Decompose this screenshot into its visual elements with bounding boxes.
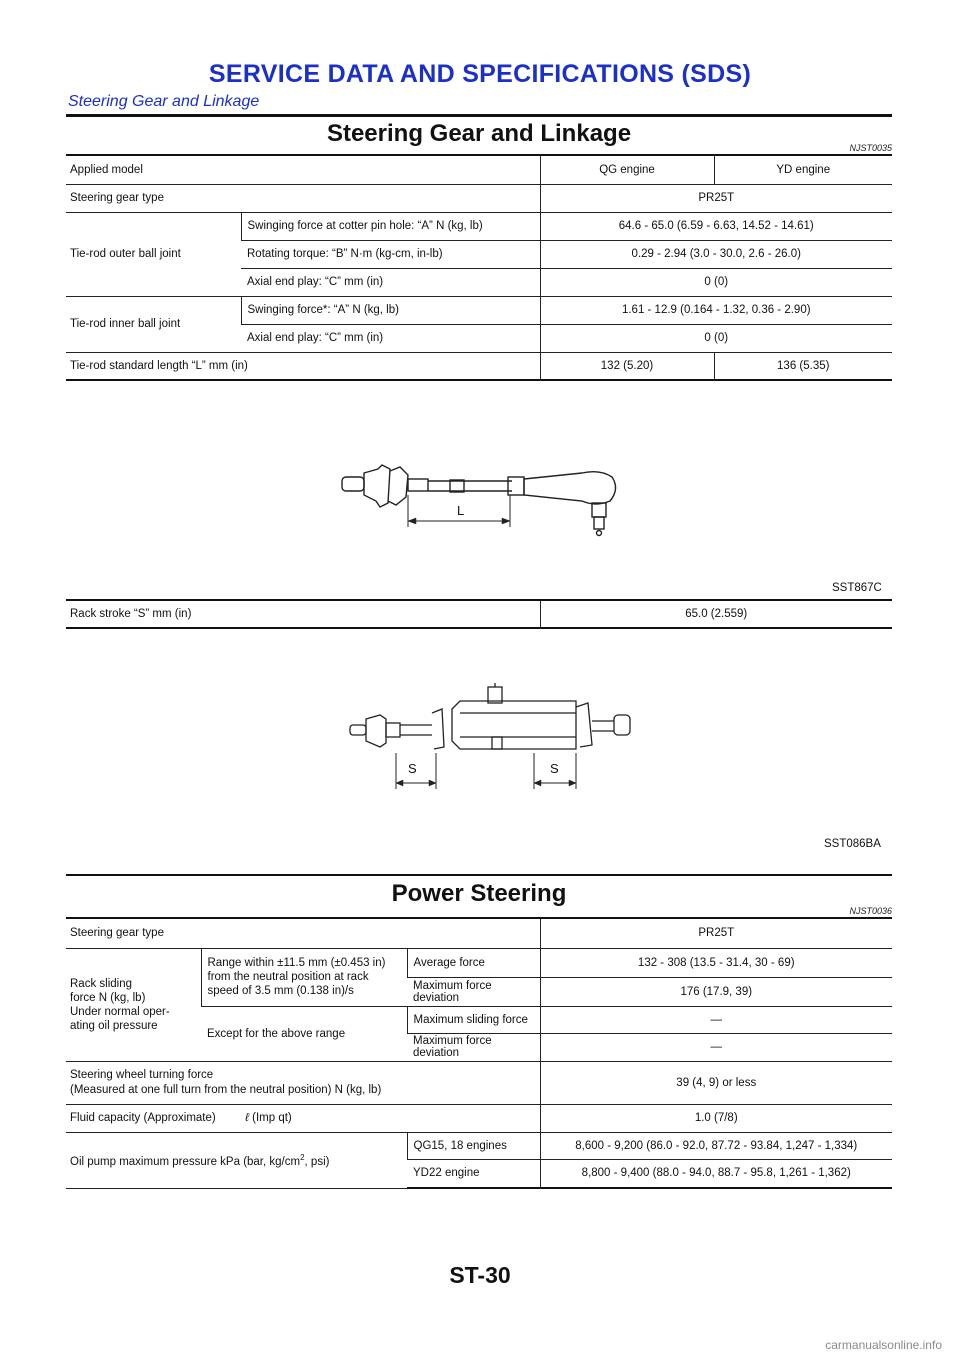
- table-row: [66, 156, 892, 184]
- table-row: [66, 601, 892, 628]
- dimension-label-s-left: S: [408, 761, 417, 776]
- inner-axial-value: 0 (0): [540, 324, 892, 352]
- page-header-title: SERVICE DATA AND SPECIFICATIONS (SDS): [208, 60, 752, 88]
- outer-ball-joint-label: Tie-rod outer ball joint: [66, 212, 241, 296]
- header-rule: [66, 114, 892, 117]
- power-steering-table: [66, 919, 892, 1189]
- outer-swinging-label: Swinging force at cotter pin hole: “A” N (kg, lb): [241, 212, 540, 240]
- gear-type-value: PR25T: [540, 184, 892, 212]
- table-row: [66, 184, 892, 212]
- outer-swinging-value: 64.6 - 65.0 (6.59 - 6.63, 14.52 - 14.61): [540, 212, 892, 240]
- label-line: from the neutral position at rack: [207, 971, 369, 983]
- table-row: [66, 296, 892, 324]
- steering-gear-linkage-table: [66, 156, 892, 381]
- except-range-label: Except for the above range: [201, 1006, 407, 1061]
- max-sliding-force-label: Maximum sliding force: [407, 1006, 540, 1033]
- table-row: [66, 919, 892, 948]
- label-line: force N (kg, lb): [70, 991, 146, 1004]
- qg-engines-value: 8,600 - 9,200 (86.0 - 92.0, 87.72 - 93.84, 1,247 - 1,334): [540, 1132, 892, 1159]
- outer-rotating-value: 0.29 - 2.94 (3.0 - 30.0, 2.6 - 26.0): [540, 240, 892, 268]
- outer-axial-label: Axial end play: “C” mm (in): [241, 268, 540, 296]
- label-line: Under normal oper-: [70, 1005, 170, 1018]
- rack-stroke-label: Rack stroke “S” mm (in): [66, 601, 540, 628]
- gear-type-label: Steering gear type: [66, 184, 540, 212]
- label-line: Steering wheel turning force: [70, 1068, 214, 1081]
- tie-rod-length-diagram: [330, 455, 640, 545]
- applied-model-label: Applied model: [66, 156, 540, 184]
- rack-sliding-force-label: [66, 948, 201, 1061]
- table-row: [66, 1132, 892, 1159]
- fluid-capacity-text: Fluid capacity (Approximate): [70, 1112, 216, 1124]
- fluid-capacity-value: 1.0 (7/8): [540, 1104, 892, 1132]
- table-row: [66, 352, 892, 380]
- outer-axial-value: 0 (0): [540, 268, 892, 296]
- section-title-steering-gear: Steering Gear and Linkage: [326, 120, 632, 147]
- section-code: NJST0036: [849, 906, 892, 916]
- dimension-label-s-right: S: [550, 761, 559, 776]
- qg-engine-header: QG engine: [540, 156, 714, 184]
- ps-gear-type-value: PR25T: [540, 919, 892, 948]
- label-line: (Measured at one full turn from the neutral position) N (kg, lb): [70, 1083, 382, 1096]
- max-force-deviation-value-2: —: [540, 1033, 892, 1061]
- wheel-turning-force-value: 39 (4, 9) or less: [540, 1061, 892, 1104]
- wheel-turning-force-label: [66, 1061, 540, 1104]
- page-header-subtitle: Steering Gear and Linkage: [68, 93, 260, 110]
- dimension-label-l: L: [457, 503, 465, 518]
- range-within-label: [201, 948, 407, 1006]
- tie-rod-length-qg: 132 (5.20): [540, 352, 714, 380]
- yd-engine-label: YD22 engine: [407, 1159, 540, 1188]
- max-force-deviation-label-2: Maximum force deviation: [407, 1033, 540, 1061]
- inner-axial-label: Axial end play: “C” mm (in): [241, 324, 540, 352]
- outer-rotating-label: Rotating torque: “B” N·m (kg-cm, in-lb): [241, 240, 540, 268]
- rack-stroke-value: 65.0 (2.559): [540, 601, 892, 628]
- inner-ball-joint-label: Tie-rod inner ball joint: [66, 296, 241, 352]
- figure-code-sst867c: SST867C: [832, 582, 882, 594]
- oil-pump-pressure-label: [66, 1132, 407, 1188]
- section-rule: [66, 874, 892, 876]
- watermark: carmanualsonline.info: [825, 1338, 942, 1352]
- oil-pump-pressure-text: Oil pump maximum pressure kPa (bar, kg/cm: [70, 1155, 301, 1168]
- rack-stroke-table: [66, 601, 892, 629]
- figure-code-sst086ba: SST086BA: [824, 838, 881, 850]
- label-line: Rack sliding: [70, 977, 132, 990]
- table-row: [66, 1104, 892, 1132]
- qg-engines-label: QG15, 18 engines: [407, 1132, 540, 1159]
- oil-pump-pressure-unit: , psi): [304, 1155, 330, 1168]
- yd-engine-header: YD engine: [714, 156, 892, 184]
- table-row: [66, 1061, 892, 1104]
- page-number: ST-30: [449, 1262, 511, 1288]
- table-row: [66, 948, 892, 977]
- average-force-value: 132 - 308 (13.5 - 31.4, 30 - 69): [540, 948, 892, 977]
- max-force-deviation-label: Maximum force deviation: [407, 977, 540, 1006]
- label-line: ating oil pressure: [70, 1019, 158, 1032]
- label-line: speed of 3.5 mm (0.138 in)/s: [207, 985, 354, 997]
- max-force-deviation-value: 176 (17.9, 39): [540, 977, 892, 1006]
- rack-stroke-diagram: [344, 683, 636, 791]
- table-row: [66, 212, 892, 240]
- section-title-power-steering: Power Steering: [391, 880, 567, 907]
- tie-rod-length-yd: 136 (5.35): [714, 352, 892, 380]
- average-force-label: Average force: [407, 948, 540, 977]
- inner-swinging-value: 1.61 - 12.9 (0.164 - 1.32, 0.36 - 2.90): [540, 296, 892, 324]
- tie-rod-length-label: Tie-rod standard length “L” mm (in): [66, 352, 540, 380]
- label-line: Range within ±11.5 mm (±0.453 in): [207, 957, 386, 969]
- max-sliding-force-value: —: [540, 1006, 892, 1033]
- section-code: NJST0035: [849, 143, 892, 153]
- yd-engine-value: 8,800 - 9,400 (88.0 - 94.0, 88.7 - 95.8, 1,261 - 1,362): [540, 1159, 892, 1188]
- ps-gear-type-label: Steering gear type: [66, 919, 540, 948]
- fluid-capacity-unit: (Imp qt): [252, 1112, 292, 1124]
- liter-symbol: ℓ: [245, 1112, 249, 1124]
- inner-swinging-label: Swinging force*: “A” N (kg, lb): [241, 296, 540, 324]
- fluid-capacity-label: [66, 1104, 540, 1132]
- superscript: 2: [300, 1152, 305, 1162]
